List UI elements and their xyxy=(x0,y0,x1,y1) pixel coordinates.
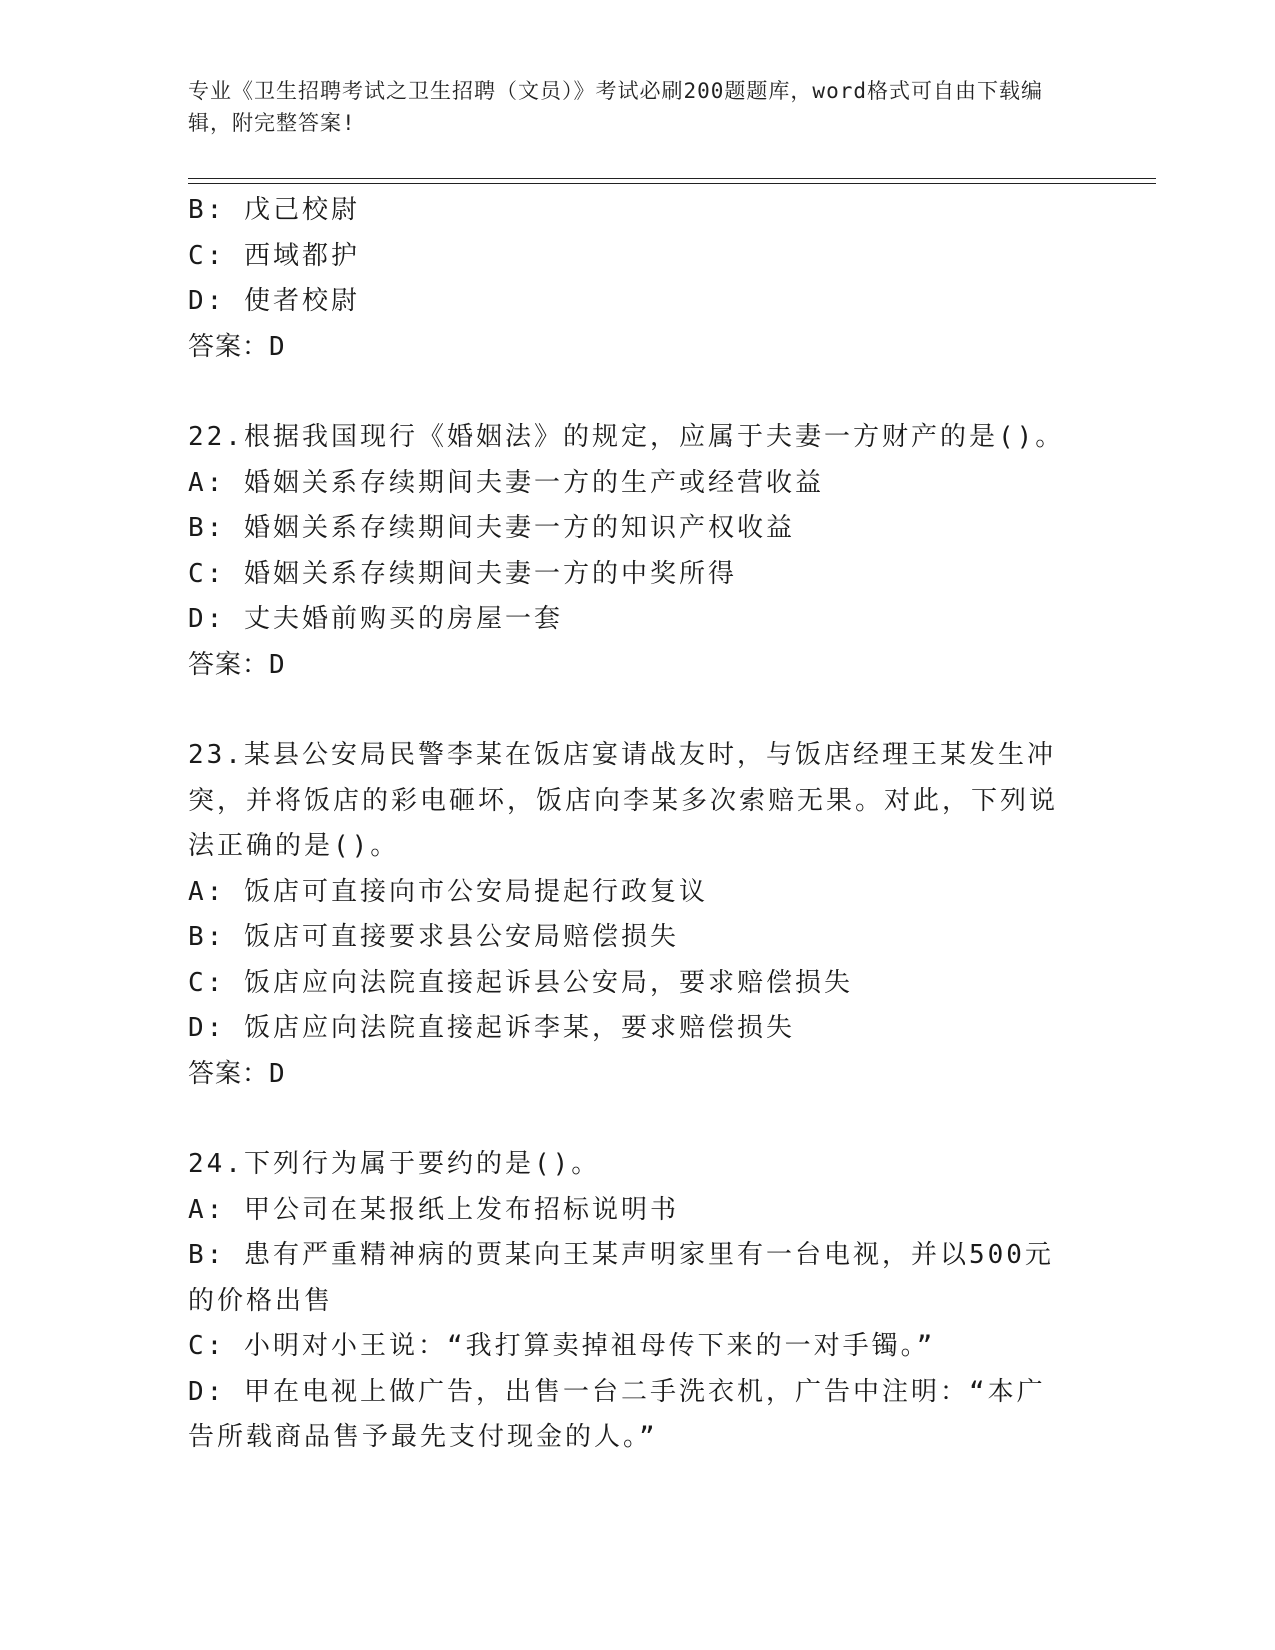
question-stem: 24.下列行为属于要约的是()。 xyxy=(188,1149,601,1179)
question-content xyxy=(188,188,1088,1461)
option-a: A: 甲公司在某报纸上发布招标说明书 xyxy=(188,1194,679,1225)
prev-question-block xyxy=(188,188,1088,370)
question-stem: 22.根据我国现行《婚姻法》的规定，应属于夫妻一方财产的是()。 xyxy=(188,422,1065,452)
option-c: C: 饭店应向法院直接起诉县公安局，要求赔偿损失 xyxy=(188,967,853,998)
document-header: 专业《卫生招聘考试之卫生招聘（文员）》考试必刷200题题库，word格式可自由下载编辑，附完整答案! xyxy=(188,79,1043,135)
option-b: B: 患有严重精神病的贾某向王某声明家里有一台电视，并以500元的价格出售 xyxy=(188,1240,1054,1316)
option-c: C: 西域都护 xyxy=(188,240,360,271)
option-b: B: 饭店可直接要求县公安局赔偿损失 xyxy=(188,922,679,952)
header-divider-top xyxy=(188,178,1156,179)
question-stem: 23.某县公安局民警李某在饭店宴请战友时，与饭店经理王某发生冲突，并将饭店的彩电砸坏，饭店向李某多次索赔无果。对此，下列说法正确的是()。 xyxy=(188,740,1059,861)
option-c: C: 小明对小王说：“我打算卖掉祖母传下来的一对手镯。” xyxy=(188,1331,936,1361)
option-a: A: 婚姻关系存续期间夫妻一方的生产或经营收益 xyxy=(188,467,824,498)
option-c: C: 婚姻关系存续期间夫妻一方的中奖所得 xyxy=(188,558,737,589)
answer-line: 答案：D xyxy=(188,649,286,680)
question-24 xyxy=(188,1142,1088,1461)
option-d: D: 使者校尉 xyxy=(188,286,360,316)
option-d: D: 甲在电视上做广告，出售一台二手洗衣机，广告中注明：“本广告所载商品售予最先支付现金的人。” xyxy=(188,1376,1046,1452)
option-b: B: 婚姻关系存续期间夫妻一方的知识产权收益 xyxy=(188,513,795,543)
option-a: A: 饭店可直接向市公安局提起行政复议 xyxy=(188,876,708,907)
question-23 xyxy=(188,733,1088,1097)
answer-line: 答案：D xyxy=(188,331,286,362)
answer-line: 答案：D xyxy=(188,1058,286,1089)
option-d: D: 丈夫婚前购买的房屋一套 xyxy=(188,604,563,634)
option-d: D: 饭店应向法院直接起诉李某，要求赔偿损失 xyxy=(188,1013,795,1043)
question-22 xyxy=(188,415,1088,688)
option-b: B: 戊己校尉 xyxy=(188,195,360,225)
header-divider-bottom xyxy=(188,183,1156,184)
